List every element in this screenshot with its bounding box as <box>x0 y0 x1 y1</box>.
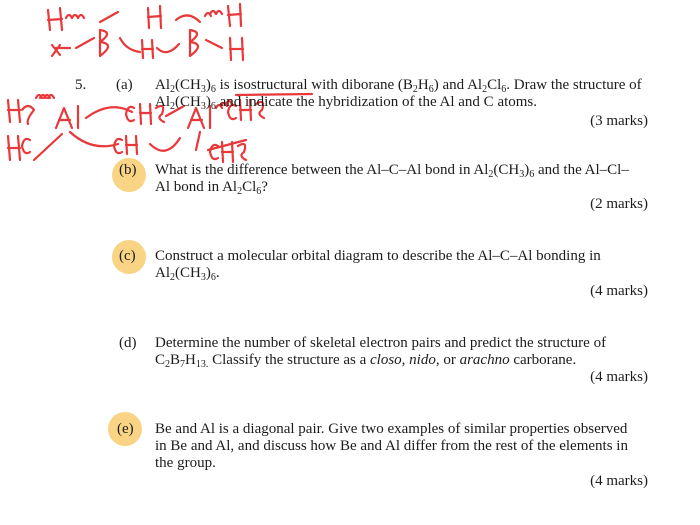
question-line: Be and Al is a diagonal pair. Give two examples of similar properties observed <box>155 421 628 437</box>
part-e-text <box>155 421 655 472</box>
question-line: Determine the number of skeletal electron pairs and predict the structure of <box>155 335 607 351</box>
part-label-e: (e) <box>117 421 134 437</box>
part-e-marks: (4 marks) <box>590 473 648 489</box>
part-label-a: (a) <box>116 77 133 93</box>
part-c-marks: (4 marks) <box>590 283 648 299</box>
question-line: $Al_2(CH_3)_6$ is isostructural with diborane $(B_2H_6)$ and $Al_2Cl_6$. Draw the structure of <box>155 77 642 95</box>
question-line: Construct a molecular orbital diagram to describe the Al–C–Al bonding in <box>155 248 601 264</box>
part-a-text <box>155 77 655 111</box>
question-line: $Al_2(CH_3)_6$ and indicate the hybridization of the Al and C atoms. <box>155 94 538 112</box>
part-d-text <box>155 335 655 369</box>
part-label-d: (d) <box>119 335 137 351</box>
question-line: $C_2B_7H_{13.}$ Classify the structure as a closo, nido, or arachno carborane. <box>155 352 577 370</box>
question-line: in Be and Al, and discuss how Be and Al differ from the rest of the elements in <box>155 438 628 454</box>
question-line: Al bond in $Al_2Cl_6$? <box>155 179 268 197</box>
question-line: $Al_2(CH_3)_6$. <box>155 265 220 283</box>
part-d-marks: (4 marks) <box>590 369 648 385</box>
part-label-c: (c) <box>119 248 136 264</box>
part-c-text <box>155 248 655 282</box>
question-line: What is the difference between the Al–C–Al bond in $Al_2(CH_3)_6$ and the Al–Cl– <box>155 162 629 180</box>
part-b-text <box>155 162 655 196</box>
question-number: 5. <box>75 77 87 93</box>
question-line: the group. <box>155 455 216 471</box>
part-b-marks: (2 marks) <box>590 196 648 212</box>
part-label-b: (b) <box>119 162 137 178</box>
part-a-marks: (3 marks) <box>590 113 648 129</box>
